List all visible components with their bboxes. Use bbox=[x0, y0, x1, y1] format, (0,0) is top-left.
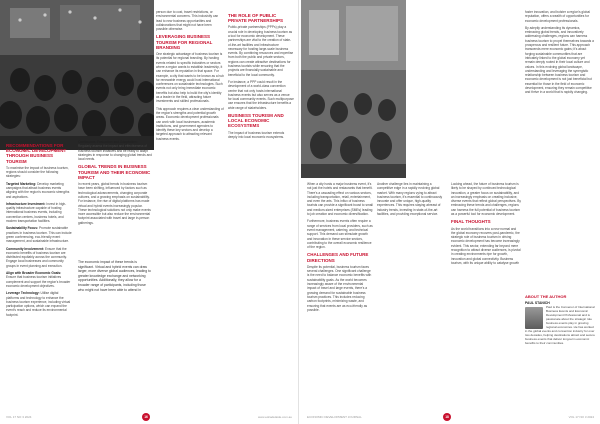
paragraph bbox=[78, 140, 152, 161]
paragraph bbox=[6, 202, 72, 223]
paragraph: In recent years, global trends in business tourism have been shifting, influenced by factors such as technological advancements, changing corporate cultures, and a growing emphasis on sustainability. For instance, the rise of digital platforms has made virtual and hybrid events increasingly popular. These technological solutions not only make events more accessible but also reduce the environmental footprint associated with travel and large in-person gatherings. bbox=[78, 182, 151, 225]
paragraph-text: Utilise digital platforms and technology to enhance the business tourism experience, including virtual participation options, which can expand the event's reach and reduce its environmental footprint. bbox=[6, 291, 71, 317]
website-url[interactable]: www.edcadelaide.com.au bbox=[257, 415, 292, 419]
paragraph-text: Invest in high-quality infrastructure capable of hosting international business events, including convention centres, business hotels, and modern transportation facilities. bbox=[6, 201, 67, 224]
section-heading: LEVERAGING BUSINESS TOURISM FOR REGIONAL BRANDING bbox=[156, 34, 213, 50]
event-hall-illustration bbox=[301, 0, 406, 178]
paragraph: foster innovation, and bolster a region's global reputation, offers a wealth of opportunities for economic development professionals. bbox=[525, 10, 590, 23]
paragraph: When a city hosts a major business event, it's not just the hotels and restaurants that benefit. There's a cascading effect on various sectors, including transportation, retail, entertainment, and even the arts. This influx of business tourists can provide a significant boost to small and medium-sized enterprises (SMEs) leading to job creation and economic diversification. bbox=[307, 182, 373, 217]
author-avatar bbox=[525, 307, 543, 329]
page-number: 18 bbox=[443, 413, 451, 421]
section-heading: BUSINESS TOURISM AND LOCAL ECONOMIC ECOSYSTEMS bbox=[228, 113, 284, 129]
left-column-3 bbox=[156, 10, 224, 144]
paragraph bbox=[6, 291, 72, 317]
paragraph: To maximise the impact of business tourism, regions should consider the following strategies: bbox=[6, 165, 69, 179]
right-column-3 bbox=[451, 182, 521, 268]
author-bio: Paul is the Convenor of International Business Events and Economic Development Professional and is passionate about the strategic role business events play in growing regional economies. He has worked in the global events and convention industry for over two decades, helping destinations attract and secure business events that deliver long-term economic benefits to their communities. bbox=[525, 305, 595, 345]
paragraph: Another challenge lies in maintaining a competitive edge in a rapidly evolving global market. With many regions vying to attract business tourism, it's essential to continuously innovate and offer unique, high-quality experiences. This requires staying abreast of industry trends, investing in state-of-the-art facilities, and providing exceptional service. bbox=[377, 182, 443, 217]
left-column-2-continued: The economic impact of these trends is significant. Virtual and hybrid events can draw larger, more diverse global audiences, leading to greater knowledge exchange and networking opportunities. Additionally, they allow for a broader range of participants, including those who might not have been able to attend in bbox=[78, 260, 151, 292]
paragraph: By adeptly understanding its dynamics, embracing global trends, and innovatively addressing challenges, regions can harness business tourism to propel themselves towards a prosperous and resilient future. This approach transcends mere economic gains; it's about forging sustainable communities that are intricately linked to the global economy yet remain deeply rooted in their local culture and values. In this evolving global landscape, understanding and leveraging the synergistic relationship between business tourism and economic development is not just beneficial but essential for those in the field of economic development, ensuring they remain competitive and thrive in a world that is rapidly changing. bbox=[525, 25, 594, 95]
section-heading: RECOMMENDATIONS FOR ECONOMIC DEVELOPMENT THROUGH BUSINESS TOURISM bbox=[6, 143, 67, 164]
paragraph-text: Regularly assess the impact and effectiveness of business tourism initiatives and be ready to adapt strategies in response to changing global trends and local needs. bbox=[78, 144, 152, 162]
paragraph: For instance, a PPP could result in the development of a world-class convention centre that not only hosts international business events but also serves as a venue for local community events. Such multipurpose use ensures that the infrastructure benefits a wide range of stakeholders. bbox=[228, 79, 294, 110]
paragraph: Furthermore, business events often require a range of services from local providers, such as event management, catering, and technical support. This demand can stimulate growth and innovation in these service sectors, contributing to the overall economic resilience of the region. bbox=[307, 219, 373, 250]
conference-photo-illustration bbox=[0, 0, 154, 150]
subheading: Infrastructure Investment: bbox=[6, 201, 46, 206]
left-footer bbox=[0, 410, 298, 424]
left-column-1 bbox=[6, 140, 72, 320]
paragraph: person due to cost, travel restrictions, or environmental concerns. This inclusivity can lead to new business opportunities and collaborations that might not have been possible otherwise. bbox=[156, 10, 219, 32]
section-heading: THE ROLE OF PUBLIC PRIVATE PARTNERSHIPS bbox=[228, 13, 284, 24]
section-heading: FINAL THOUGHTS bbox=[451, 219, 491, 225]
right-column-4 bbox=[525, 10, 595, 98]
about-the-author bbox=[525, 295, 595, 345]
right-column-2 bbox=[377, 182, 445, 219]
section-heading: GLOBAL TRENDS IN BUSINESS TOURISM AND THEIR ECONOMIC IMPACT bbox=[78, 164, 151, 180]
subheading: Leverage Technology: bbox=[6, 291, 40, 296]
paragraph bbox=[6, 182, 72, 199]
left-page bbox=[0, 0, 299, 424]
journal-title: ECONOMIC DEVELOPMENT JOURNAL bbox=[307, 415, 362, 419]
left-column-2 bbox=[78, 140, 152, 228]
subheading: Community Involvement: bbox=[6, 246, 45, 251]
paragraph: The impact of business tourism extends deeply into local economic ecosystems. bbox=[228, 130, 285, 139]
author-name: PAUL STANICH bbox=[525, 301, 550, 305]
paragraph-text: Ensure that the economic benefits of business tourism are distributed equitably across the community. Engage local businesses and community groups in event planning and execution. bbox=[6, 246, 67, 268]
section-heading: CHALLENGES AND FUTURE DIRECTIONS bbox=[307, 252, 369, 263]
subheading: Align with Broader Economic Goals: bbox=[6, 271, 62, 276]
paragraph bbox=[6, 271, 72, 288]
right-page bbox=[301, 0, 600, 424]
paragraph: One strategic advantage of business tourism is its potential for regional branding. By hosting events related to specific industries or sectors where a region wants to establish leadership, it can enhance its reputation in that space. For example, a city that wants to be known as a hub for renewable energy could host international conferences on sustainable technologies. Such events not only bring immediate economic benefits but also help to build the city's identity as a leader in the field, attracting future investments and skilled professionals. bbox=[156, 52, 224, 104]
volume-label: VOL 17 NO 3 2024 bbox=[568, 415, 594, 419]
paragraph bbox=[6, 226, 72, 243]
right-column-1 bbox=[307, 182, 373, 315]
volume-label: VOL 17 NO 3 2024 bbox=[6, 415, 32, 419]
subheading: Continuous Evaluation and Adaptation: bbox=[78, 140, 138, 144]
subheading: Targeted Marketing: bbox=[6, 181, 37, 186]
paragraph: This approach requires a clear understanding of the region's strengths and potential growth areas. Economic development professionals can work with local businesses, academic institutions, and government agencies to identify these key sectors and develop a targeted approach to attracting relevant business events. bbox=[156, 106, 224, 141]
paragraph-text: Ensure that business tourism initiatives complement and support the region's broader economic development objectives. bbox=[6, 275, 71, 288]
event-hall-photo bbox=[301, 0, 406, 178]
paragraph bbox=[6, 247, 72, 268]
paragraph: Despite its potential, business tourism faces several challenges. One significant challenge is the need to balance economic benefits with sustainability goals. As the world becomes increasingly aware of the environmental impact of travel and large events, there's a growing demand for sustainable business tourism practices. This includes reducing carbon footprints, minimizing waste, and ensuring that events are as eco-friendly as possible. bbox=[307, 264, 372, 312]
paragraph: Public-private partnerships (PPPs) play a crucial role in developing business tourism as a tool for economic development. These partnerships are vital to the creation of state-of-the-art facilities and infrastructure necessary for hosting large-scale business events. By combining resources and expertise from both the public and private sectors, regions can create attractive destinations for business tourists while ensuring that the projects are financially sustainable and beneficial to the local community. bbox=[228, 25, 294, 77]
page-number: 16 bbox=[142, 413, 150, 421]
paragraph: As the world transitions into a new normal and the global economy recovers post-pandemic, the strategic role of business tourism in driving economic development has become increasingly evident. This sector, extending far beyond mere recognition to attract diverse audiences, is pivotal in creating environments ripe for growth, innovation and global connectivity. Business tourism, with its unique ability to catalyse growth bbox=[451, 226, 521, 265]
subheading: Sustainability Focus: bbox=[6, 226, 39, 231]
right-footer bbox=[301, 410, 600, 424]
conference-audience-photo bbox=[0, 0, 154, 150]
paragraph-text: Develop marketing campaigns that attract business events aligning with the region's economic strengths and aspirations. bbox=[6, 181, 70, 199]
paragraph: Looking ahead, the future of business tourism is likely to be shaped by continued technological innovation, a greater focus on sustainability, and an increasingly emphasis on creating inclusive, diverse events that reflect global perspectives. By embracing these trends and challenges, regions can harness the full potential of business tourism as a powerful tool for economic development. bbox=[451, 182, 521, 217]
paragraph-text: Promote sustainable practices in business tourism. This can include green conferencing, eco-friendly event management, and sustainable infrastructure. bbox=[6, 226, 72, 244]
author-heading: ABOUT THE AUTHOR bbox=[525, 294, 567, 299]
left-column-4 bbox=[228, 10, 294, 142]
